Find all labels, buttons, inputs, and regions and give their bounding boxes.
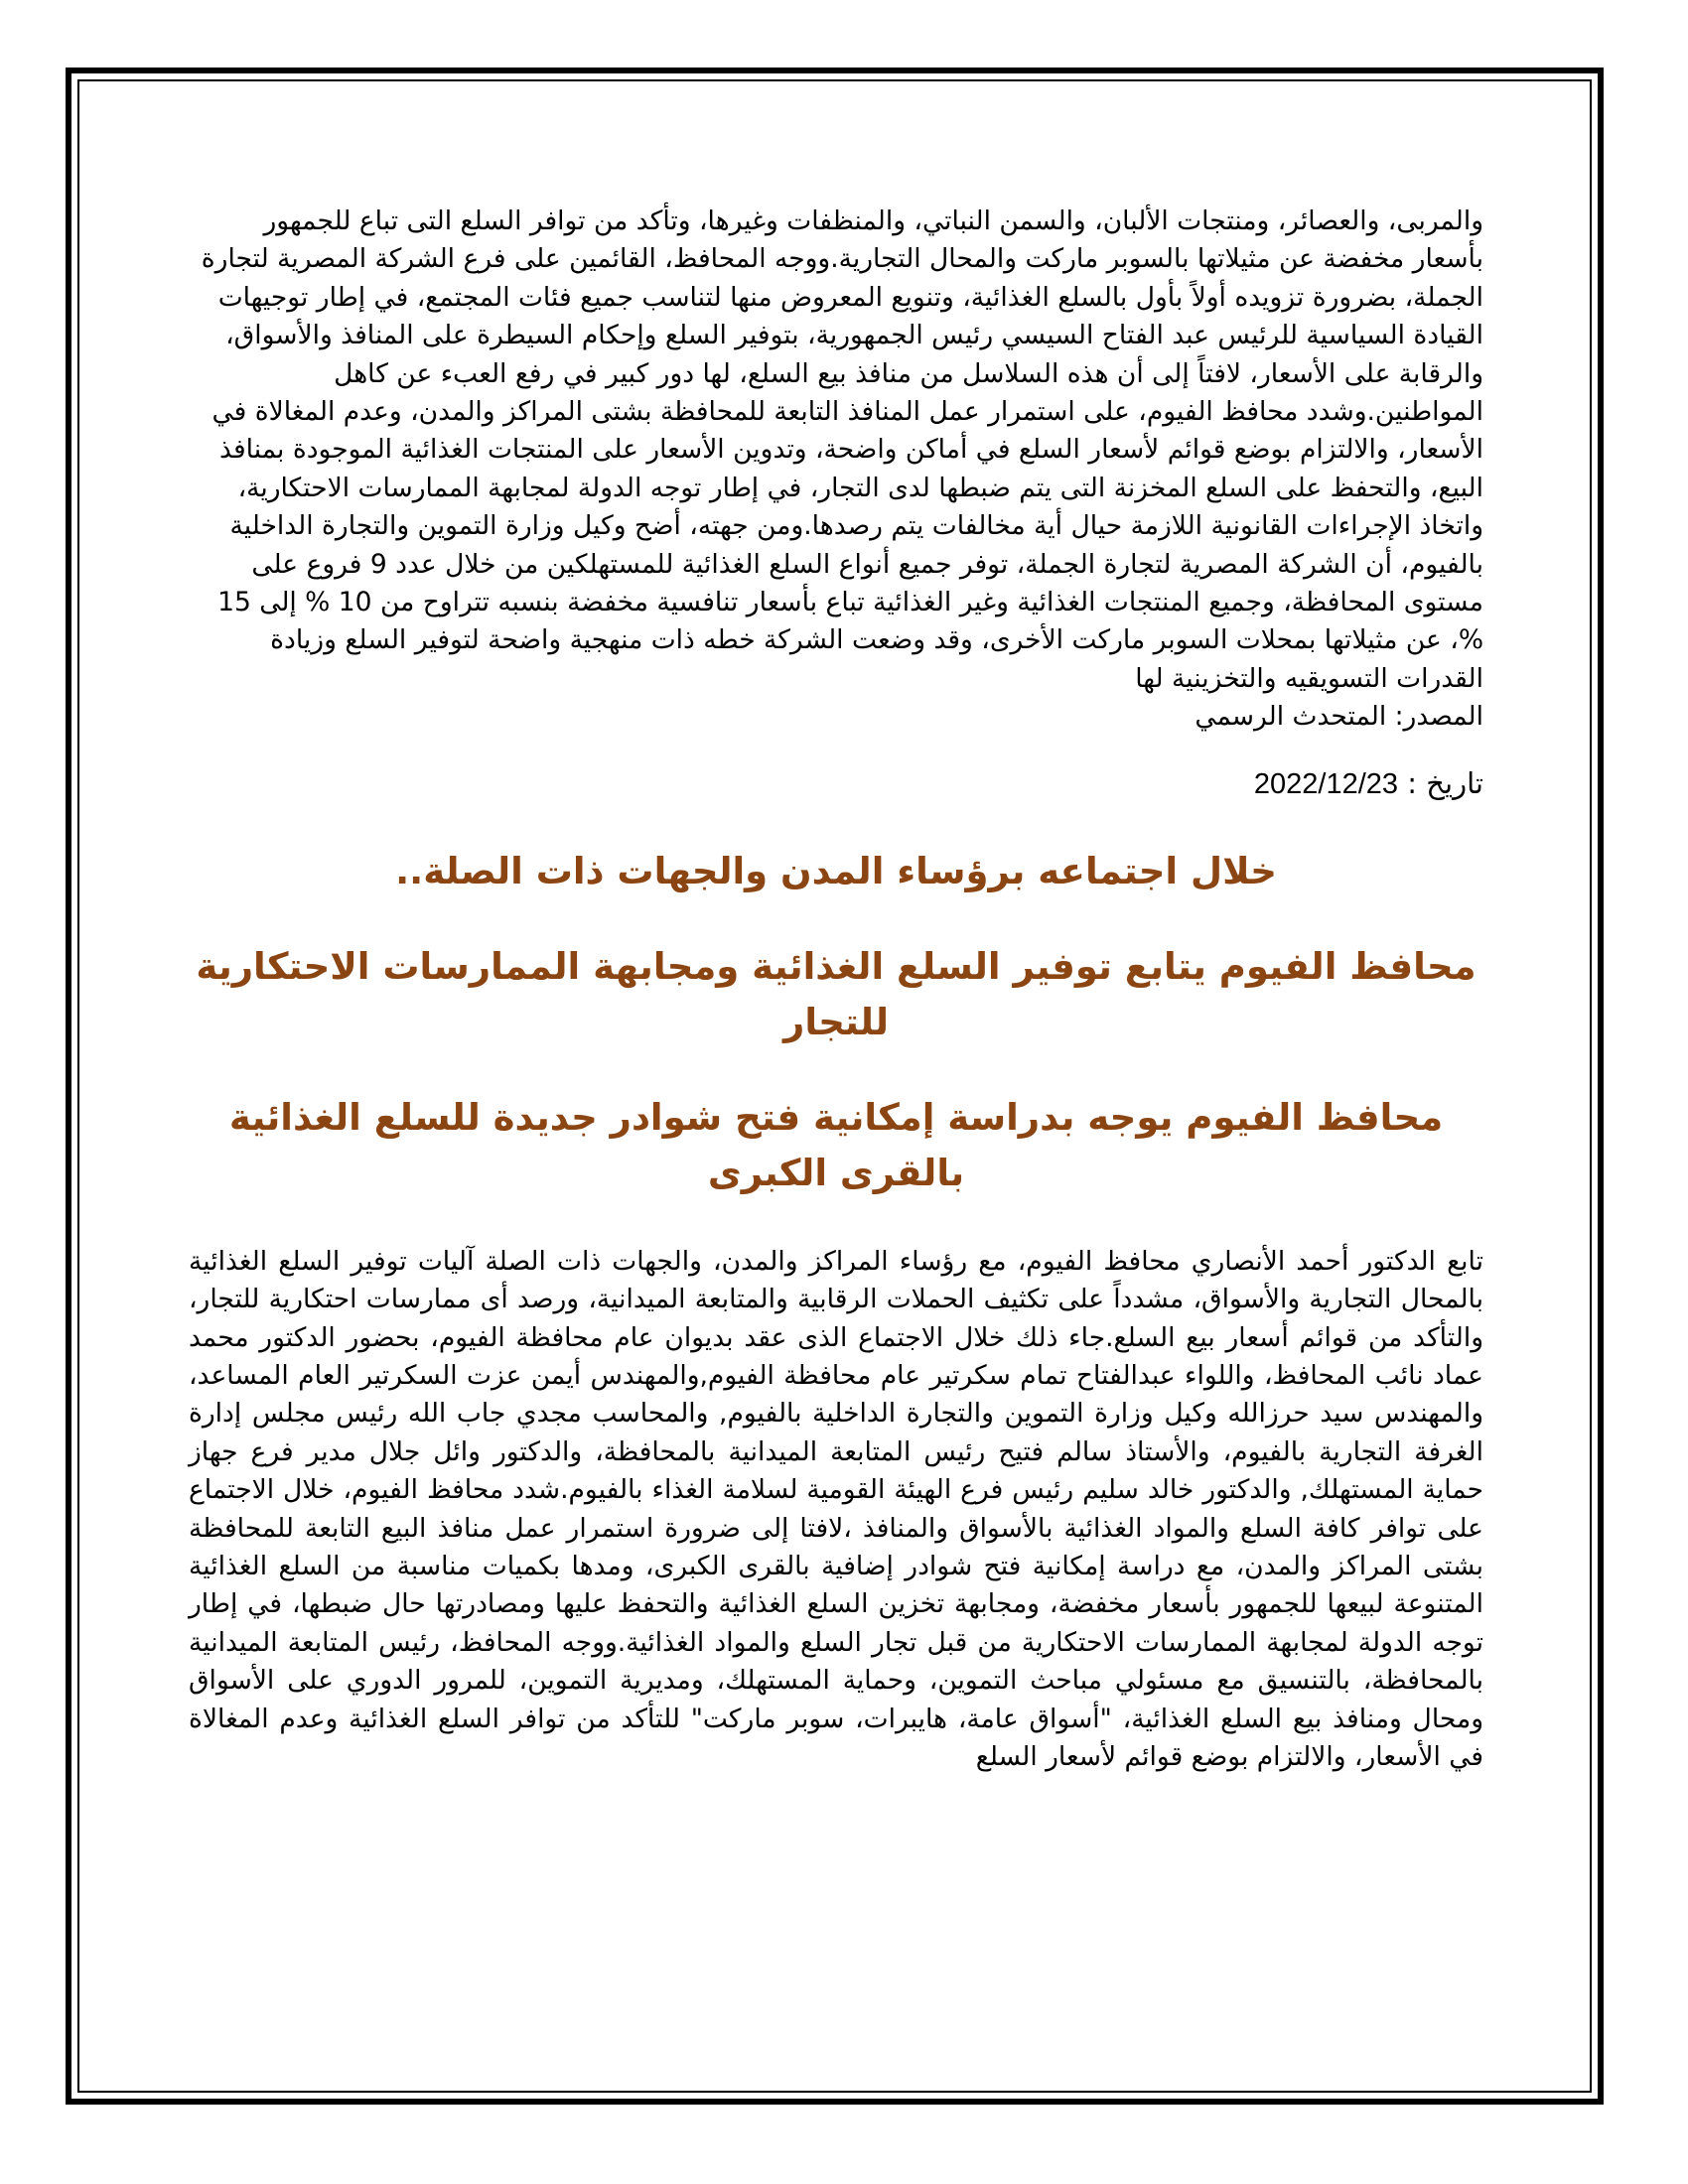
article-top-body: والمربى، والعصائر، ومنتجات الألبان، والسمن النباتي، والمنظفات وغيرها، وتأكد من توافر السلع التى تباع للجمهور بأسعار مخفضة عن مثيلاتها بالسوبر ماركت والمحال التجارية.ووجه المحافظ، القائمين على فرع الشركة المصرية لتجارة الجملة، بضرورة تزويده أولاً بأول بالسلع الغذائية، وتنويع المعروض منها لتناسب جميع فئات المجتمع، في إطار توجيهات القيادة السياسية للرئيس عبد الفتاح السيسي رئيس الجمهورية، بتوفير السلع وإحكام السيطرة على المنافذ والأسواق، والرقابة على الأسعار، لافتاً إلى أن هذه السلاسل من منافذ بيع السلع، لها دور كبير في رفع العبء عن كاهل المواطنين.وشدد محافظ الفيوم، على استمرار عمل المنافذ التابعة للمحافظة بشتى المراكز والمدن، وعدم المغالاة في الأسعار، والالتزام بوضع قوائم لأسعار السلع في أماكن واضحة، وتدوين الأسعار على المنتجات الغذائية الموجودة بمنافذ البيع، والتحفظ على السلع المخزنة التى يتم ضبطها لدى التجار، في إطار توجه الدولة لمجابهة الممارسات الاحتكارية، واتخاذ الإجراءات القانونية اللازمة حيال أية مخالفات يتم رصدها.ومن جهته، أضح وكيل وزارة التموين والتجارة الداخلية بالفيوم، أن الشركة المصرية لتجارة الجملة، توفر جميع أنواع السلع الغذائية للمستهلكين من خلال عدد 9 فروع على مستوى المحافظة، وجميع المنتجات الغذائية وغير الغذائية تباع بأسعار تنافسية مخفضة بنسبه تتراوح من 10 % إلى 15 %، عن مثيلاتها بمحلات السوبر ماركت الأخرى، وقد وضعت الشركة خطه ذات منهجية واضحة لتوفير السلع وزيادة القدرات التسويقيه والتخزينية لها [201, 205, 1483, 694]
article-date [189, 763, 1483, 804]
headline-kicker: خلال اجتماعه برؤساء المدن والجهات ذات الصلة.. [395, 849, 1277, 892]
article-main-body: تابع الدكتور أحمد الأنصاري محافظ الفيوم، مع رؤساء المراكز والمدن، والجهات ذات الصلة آليات توفير السلع الغذائية بالمحال التجارية والأسواق، مشدداً على تكثيف الحملات الرقابية والمتابعة الميدانية، ورصد أى ممارسات احتكارية للتجار، والتأكد من قوائم أسعار بيع السلع.جاء ذلك خلال الاجتماع الذى عقد بديوان عام محافظة الفيوم، بحضور الدكتور محمد عماد نائب المحافظ، واللواء عبدالفتاح تمام سكرتير عام محافظة الفيوم,والمهندس أيمن عزت السكرتير العام المساعد، والمهندس سيد حرزالله وكيل وزارة التموين والتجارة الداخلية بالفيوم, والمحاسب مجدي جاب الله رئيس مجلس إدارة الغرفة التجارية بالفيوم، والأستاذ سالم فتيح رئيس المتابعة الميدانية بالمحافظة، والدكتور وائل جلال مدير فرع جهاز حماية المستهلك, والدكتور خالد سليم رئيس فرع الهيئة القومية لسلامة الغذاء بالفيوم.شدد محافظ الفيوم، خلال الاجتماع على توافر كافة السلع والمواد الغذائية بالأسواق والمنافذ ،لافتا إلى ضرورة استمرار عمل منافذ البيع التابعة للمحافظة بشتى المراكز والمدن، مع دراسة إمكانية فتح شوادر إضافية بالقرى الكبرى، ومدها بكميات مناسبة من السلع الغذائية المتنوعة لبيعها للجمهور بأسعار مخفضة، ومجابهة تخزين السلع الغذائية والتحفظ عليها ومصادرتها حال ضبطها، في إطار توجه الدولة لمجابهة الممارسات الاحتكارية من قبل تجار السلع والمواد الغذائية.ووجه المحافظ، رئيس المتابعة الميدانية بالمحافظة، بالتنسيق مع مسئولي مباحث التموين، وحماية المستهلك، ومديرية التموين، للمرور الدوري على الأسواق ومحال ومنافذ بيع السلع الغذائية، "أسواق عامة، هايبرات، سوبر ماركت" للتأكد من توافر السلع الغذائية وعدم المغالاة في الأسعار، والالتزام بوضع قوائم لأسعار السلع [189, 1245, 1483, 1772]
date-value: 2022/12/23 [1253, 767, 1399, 800]
article-source: المصدر: المتحدث الرسمي [1195, 701, 1483, 733]
headline-main: محافظ الفيوم يتابع توفير السلع الغذائية ومجابهة الممارسات الاحتكارية للتجار [196, 944, 1477, 1043]
headline-sub: محافظ الفيوم يوجه بدراسة إمكانية فتح شوادر جديدة للسلع الغذائية بالقرى الكبرى [228, 1095, 1444, 1194]
date-label: تاريخ : [1398, 765, 1483, 800]
document-content [189, 203, 1483, 1776]
